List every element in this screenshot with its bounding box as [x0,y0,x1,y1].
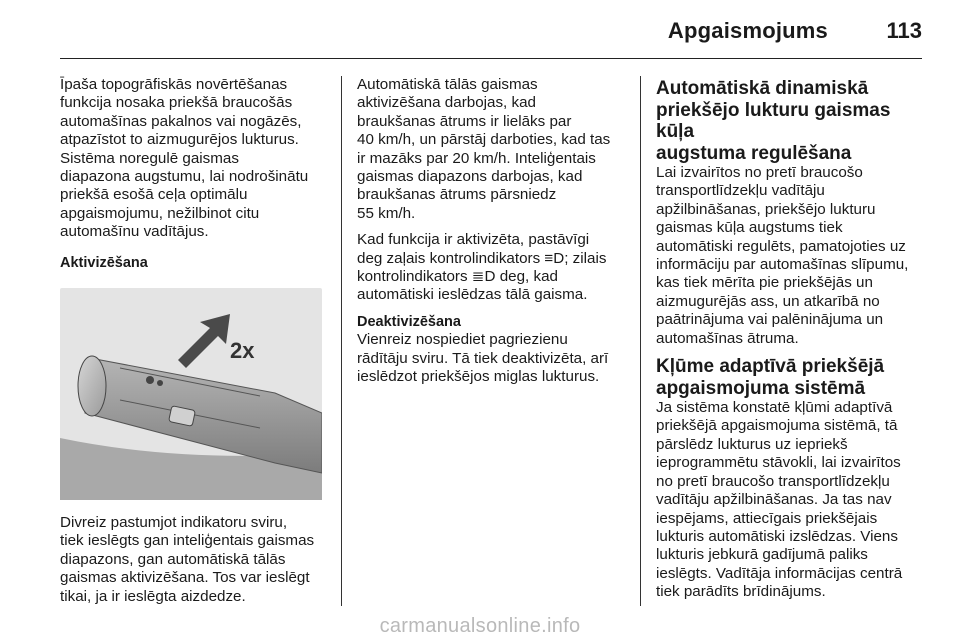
intro-paragraph: Īpaša topogrāfiskās novērtēšanas funkcija nosaka priekšā braucošās automašīnas pakalnos vai nogāzēs, atpazīstot to aizmugurējos lukturus. Sistēma noregulē gaismas diapazona augstumu, lai nodrošinātu priekšā esošā ceļa optimālu apgaismojumu, nežilbinot citu automašīnu vadītājus. [60,76,309,241]
section-heading-dynamic-leveling: Automātiskā dinamiskā priekšējo lukturu gaismas kūļa augstuma regulēšana [656,78,891,164]
page-number: 113 [886,18,922,43]
lever-end-cap [78,356,106,416]
lever-illustration [60,288,322,500]
fault-paragraph: Ja sistēma konstatē kļūmi adaptīvā priekšējā apgaismojuma sistēmā, tā pārslēdz lukturus uz iepriekš ieprogrammētu stāvokli, lai izvairītos no pretī braucošo transportlīdzekļu vadītāju apžilbināšanas. Ja tas nav iespējams, attiecīgais priekšējais lukturis automātiski izslēdzas. Viens lukturis jebkurā gadījumā paliks ieslēgts. Vadītāja informācijas centrā tiek parādīts brīdinājums. [656,399,903,601]
activation-heading: Aktivizēšana [60,254,148,271]
indicator-paragraph: Kad funkcija ir aktivizēta, pastāvīgi deg zaļais kontrolindikators ≡D; zilais kontrolindikators ≣D deg, kad automātiski ieslēdzas tālā gaisma. [357,231,607,304]
figure-caption-paragraph: Divreiz pastumjot indikatoru sviru, tiek ieslēgts gan inteliģentais gaismas diapazons, gan automātiskā tālās gaismas aktivizēšana. Tos var ieslēgt tikai, ja ir ieslēgta aizdedze. [60,514,315,605]
push-count-label: 2x [230,338,255,364]
header-title: Apgaismojums [667,18,828,43]
column-divider-2 [640,76,641,606]
deactivation-paragraph: Vienreiz nospiediet pagriezienu rādītāju sviru. Tā tiek deaktivizēta, arī ieslēdzot priekšējos miglas lukturus. [357,331,609,386]
push-arrow-icon [178,314,230,368]
header-rule [60,58,922,59]
speed-paragraph: Automātiskā tālās gaismas aktivizēšana darbojas, kad braukšanas ātrums ir lielāks par 40 km/h, un pārstāj darboties, kad tas ir mazāks par 20 km/h. Inteliģentais gaismas diapazons darbojas, kad braukšanas ātrums pārsniedz 55 km/h. [357,76,611,222]
column-2 [357,76,629,395]
section-heading-afl-fault: Kļūme adaptīvā priekšējā apgaismojuma sistēmā [656,356,885,399]
watermark: carmanualsonline.info [379,615,581,637]
column-3 [656,76,928,610]
column-divider-1 [341,76,342,606]
column-1 [60,76,330,614]
deactivation-heading: Deaktivizēšana [357,313,461,330]
leveling-paragraph: Lai izvairītos no pretī braucošo transportlīdzekļu vadītāju apžilbināšanas, priekšējo lukturu gaismas kūļa augstums tiek automātiski regulēts, pamatojoties uz informāciju par automašīnas slīpumu, kas tiek mērīta pie priekšējās un aizmugurējās ass, un atkarībā no paātrinājuma vai palēninājuma un automašīnas ātruma. [656,164,909,347]
